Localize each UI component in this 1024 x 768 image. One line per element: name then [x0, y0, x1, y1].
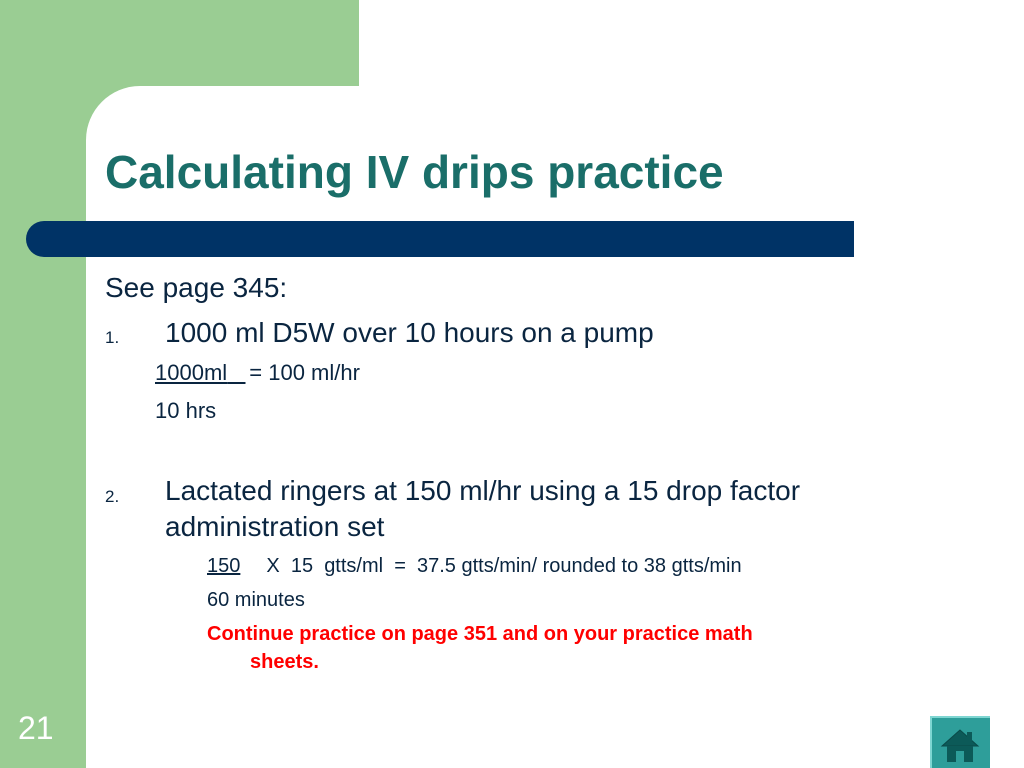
underline-gap — [227, 359, 243, 387]
home-button[interactable] — [930, 716, 990, 768]
item1-formula-top — [155, 359, 360, 387]
practice-note-line2: sheets. — [250, 651, 319, 673]
intro-text: See page 345: — [105, 272, 288, 303]
item2-text-line1: Lactated ringers at 150 ml/hr using a 15 drop factor — [165, 475, 801, 506]
item2-text-line2: administration set — [165, 511, 385, 542]
practice-note-line1: Continue practice on page 351 and on your practice math — [207, 623, 753, 645]
item1-marker: 1. — [105, 328, 120, 347]
title-divider-bar — [26, 221, 854, 257]
slide-number: 21 — [18, 710, 54, 746]
home-icon — [940, 724, 980, 764]
item2-formula-top — [207, 553, 742, 579]
item2-marker: 2. — [105, 487, 120, 506]
item2-numerator: 150 — [207, 555, 241, 577]
item1-result: = 100 ml/hr — [249, 360, 360, 385]
item2-result: X 15 gtts/ml = 37.5 gtts/min/ rounded to 38 gtts/min — [266, 555, 742, 577]
slide-title: Calculating IV drips practice — [105, 146, 724, 198]
item1-text: 1000 ml D5W over 10 hours on a pump — [165, 317, 654, 348]
item2-denominator: 60 minutes — [207, 589, 305, 611]
item1-denominator: 10 hrs — [155, 398, 217, 423]
item1-numerator: 1000ml — [155, 360, 228, 385]
